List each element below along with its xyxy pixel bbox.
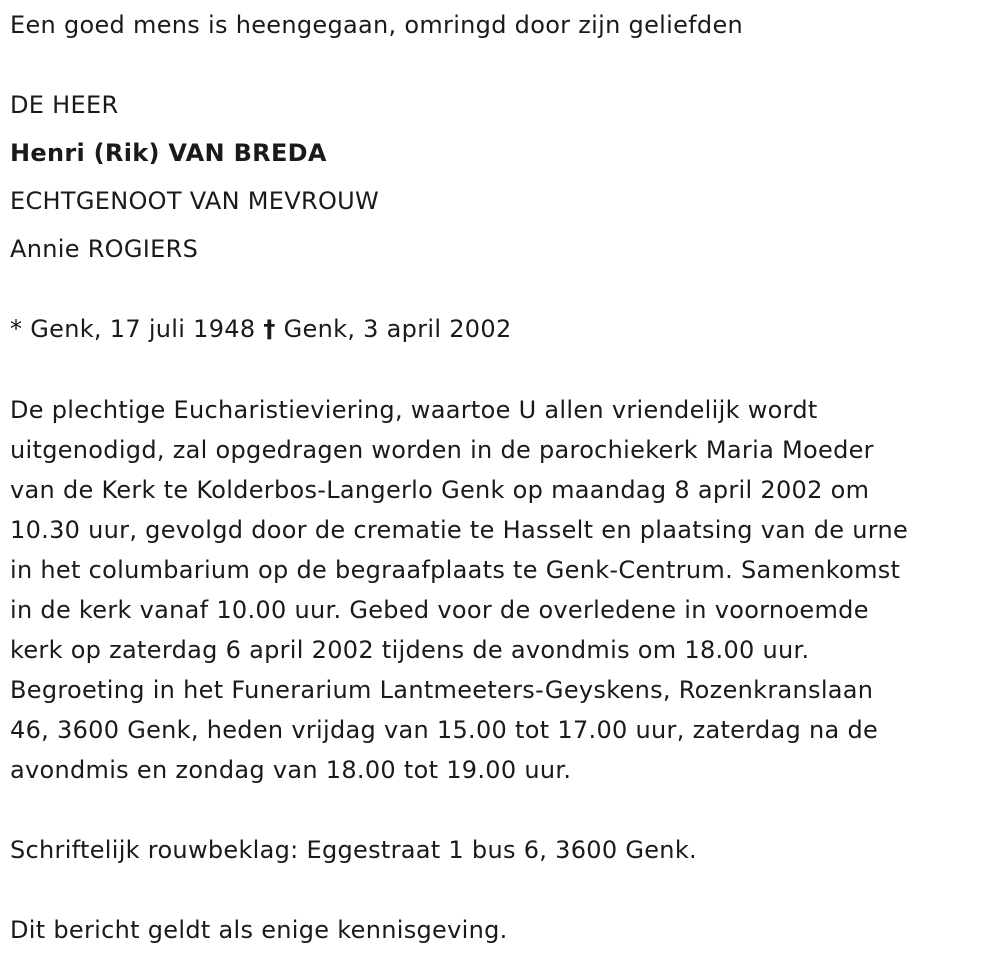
ceremony-line: uitgenodigd, zal opgedragen worden in de parochiekerk Maria Moeder xyxy=(10,436,874,464)
intro-line: Een goed mens is heengegaan, omringd door zijn geliefden xyxy=(10,11,744,39)
deceased-name: Henri (Rik) VAN BREDA xyxy=(10,139,327,167)
relation-line: ECHTGENOOT VAN MEVROUW xyxy=(10,187,380,215)
dates-line xyxy=(10,309,512,349)
ceremony-line: De plechtige Eucharistieviering, waartoe U allen vriendelijk wordt xyxy=(10,396,818,424)
ceremony-line: van de Kerk te Kolderbos-Langerlo Genk op maandag 8 april 2002 om xyxy=(10,476,870,504)
closing-line: Dit bericht geldt als enige kennisgeving. xyxy=(10,916,508,944)
spouse-name: Annie ROGIERS xyxy=(10,235,199,263)
cross-icon: † xyxy=(263,315,276,343)
ceremony-line: 10.30 uur, gevolgd door de crematie te Hasselt en plaatsing van de urne xyxy=(10,516,909,544)
death-info: Genk, 3 april 2002 xyxy=(283,315,512,343)
title-prefix: DE HEER xyxy=(10,91,119,119)
ceremony-line: kerk op zaterdag 6 april 2002 tijdens de avondmis om 18.00 uur. xyxy=(10,636,810,664)
condolence-address: Schriftelijk rouwbeklag: Eggestraat 1 bus 6, 3600 Genk. xyxy=(10,836,697,864)
ceremony-line: in het columbarium op de begraafplaats te Genk-Centrum. Samenkomst xyxy=(10,556,901,584)
birth-info: * Genk, 17 juli 1948 xyxy=(10,315,256,343)
ceremony-line: Begroeting in het Funerarium Lantmeeters-Geyskens, Rozenkranslaan xyxy=(10,676,874,704)
ceremony-line: avondmis en zondag van 18.00 tot 19.00 uur. xyxy=(10,756,572,784)
ceremony-line: 46, 3600 Genk, heden vrijdag van 15.00 tot 17.00 uur, zaterdag na de xyxy=(10,716,879,744)
ceremony-line: in de kerk vanaf 10.00 uur. Gebed voor de overledene in voornoemde xyxy=(10,596,869,624)
ceremony-paragraph xyxy=(10,390,985,790)
